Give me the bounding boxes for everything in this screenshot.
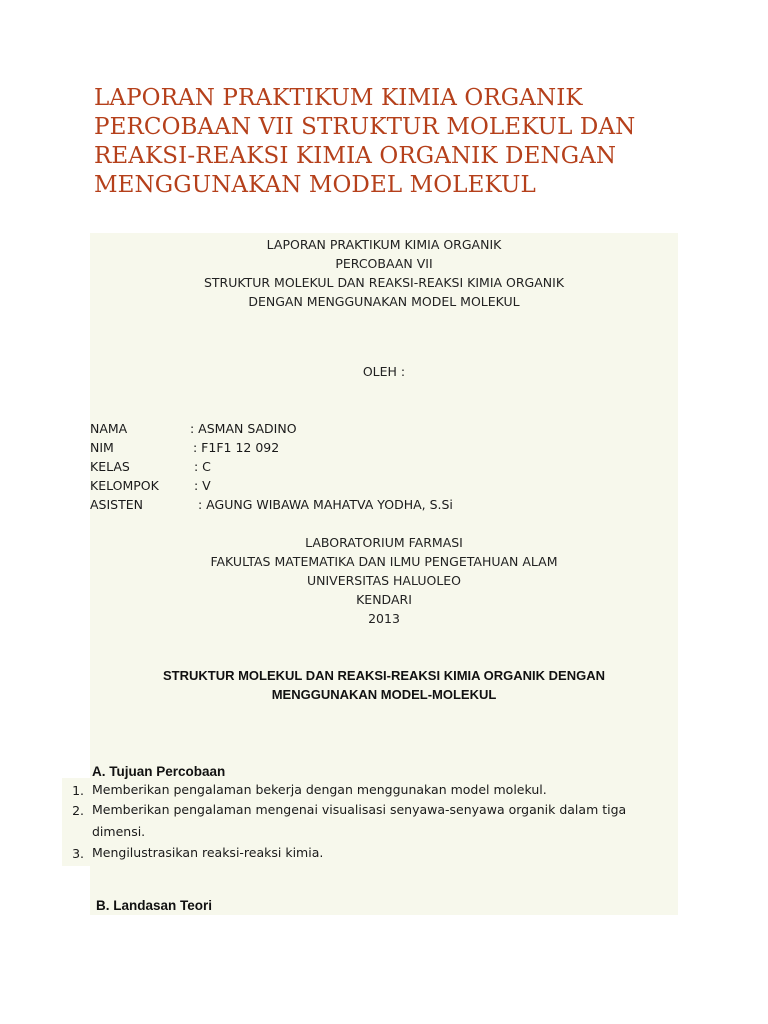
institution-line: UNIVERSITAS HALUOLEO [306,573,462,588]
info-label-kelompok: KELOMPOK [90,478,159,493]
info-label-nim: NIM [90,440,114,455]
institution-line: 2013 [368,611,400,626]
info-label-asisten: ASISTEN [90,497,143,512]
cover-title-line: STRUKTUR MOLEKUL DAN REAKSI-REAKSI KIMIA ORGANIK [203,275,565,290]
institution-line: FAKULTAS MATEMATIKA DAN ILMU PENGETAHUAN ALAM [210,554,558,569]
info-value-kelompok: : V [194,478,211,493]
cover-title-line: PERCOBAAN VII [335,256,433,271]
info-label-nama: NAMA [90,421,128,436]
main-title-line: MENGGUNAKAN MODEL-MOLEKUL [271,687,497,702]
heading-line: MENGGUNAKAN MODEL MOLEKUL [94,172,536,198]
list-item: Memberikan pengalaman mengenai visualisasi senyawa-senyawa organik dalam tiga dimensi. [92,802,627,839]
info-value-kelas: : C [194,459,211,474]
main-title-line: STRUKTUR MOLEKUL DAN REAKSI-REAKSI KIMIA ORGANIK DENGAN [163,668,605,683]
list-number: 2. [72,803,84,818]
institution-line: LABORATORIUM FARMASI [305,535,463,550]
info-value-nim: : F1F1 12 092 [193,440,280,455]
info-label-kelas: KELAS [90,459,130,474]
institution-line: KENDARI [356,592,412,607]
heading-line: PERCOBAAN VII STRUKTUR MOLEKUL DAN [94,114,636,140]
oleh-label: OLEH : [362,364,406,379]
list-item: Memberikan pengalaman bekerja dengan menggunakan model molekul. [92,782,547,797]
info-value-nama: : ASMAN SADINO [190,421,297,436]
heading-line: LAPORAN PRAKTIKUM KIMIA ORGANIK [94,85,583,111]
list-item: Mengilustrasikan reaksi-reaksi kimia. [92,845,324,860]
document-heading [94,84,734,200]
section-b-title: B. Landasan Teori [96,898,213,913]
section-a-title: A. Tujuan Percobaan [92,764,226,779]
cover-title-line: DENGAN MENGGUNAKAN MODEL MOLEKUL [248,294,520,309]
heading-line: REAKSI-REAKSI KIMIA ORGANIK DENGAN [94,143,617,169]
info-value-asisten: : AGUNG WIBAWA MAHATVA YODHA, S.Si [198,497,453,512]
list-number: 1. [72,783,84,798]
list-number: 3. [72,846,84,861]
cover-title-line: LAPORAN PRAKTIKUM KIMIA ORGANIK [266,237,502,252]
